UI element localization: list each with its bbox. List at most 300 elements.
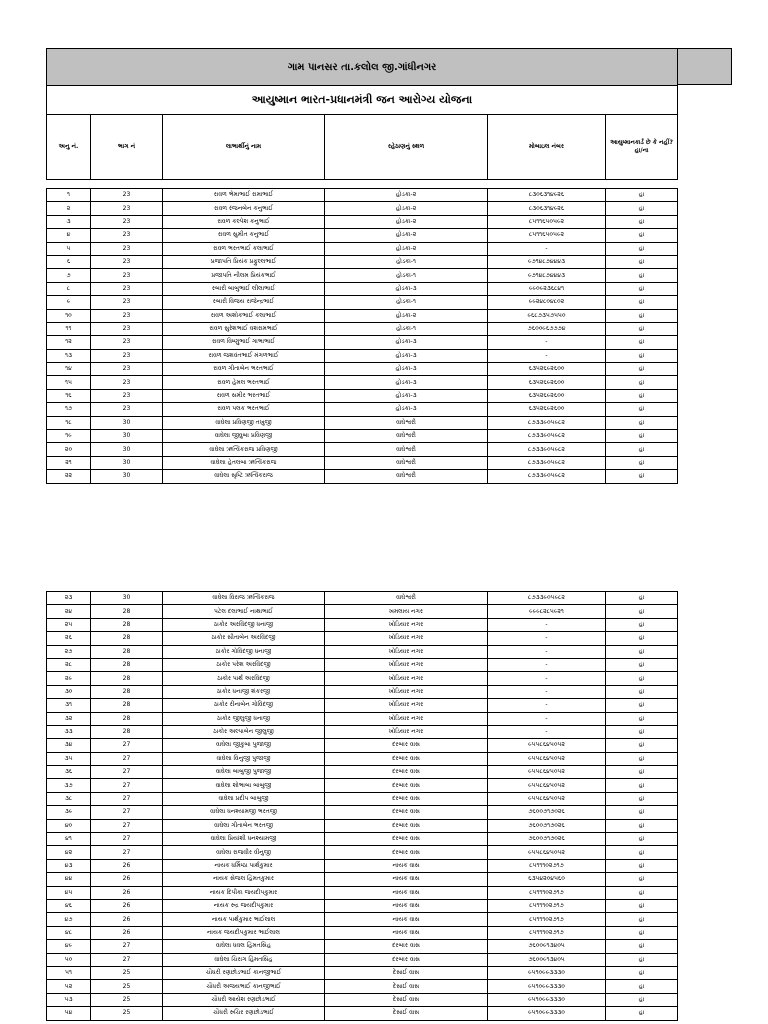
- card-status-cell: હા: [606, 766, 678, 779]
- card-status-cell: હા: [606, 363, 678, 376]
- mobile-cell: ૯૫૫૮૬૪૫૦૫૨: [488, 846, 606, 859]
- card-status-cell: હા: [606, 349, 678, 362]
- name-cell: વાઘેલા બાબુજી પુજાજી: [163, 766, 325, 779]
- part-number-cell: 26: [91, 926, 163, 939]
- part-number-cell: 28: [91, 712, 163, 725]
- residence-cell: હોડકા-૨: [325, 309, 488, 322]
- mobile-cell: -: [488, 632, 606, 645]
- name-cell: નાયક જયદીપકુમાર ભાઈલાલ: [163, 926, 325, 939]
- mobile-cell: ૮૩૦૬૩૧૪૯૨૬: [488, 202, 606, 215]
- residence-cell: ખોડિયાર નગર: [325, 685, 488, 698]
- card-status-cell: હા: [606, 712, 678, 725]
- table-row: [47, 322, 678, 335]
- mobile-cell: ૮૭૩૩૯૦૫૯૮૨: [488, 416, 606, 429]
- name-cell: વાઘેલા ધનશ્યામજી ભરતજી: [163, 806, 325, 819]
- part-number-cell: 23: [91, 215, 163, 228]
- mobile-cell: -: [488, 336, 606, 349]
- serial-cell: ૪૧: [47, 833, 91, 846]
- card-status-cell: હા: [606, 189, 678, 202]
- residence-cell: ખોડિયાર નગર: [325, 712, 488, 725]
- table-row: [47, 940, 678, 953]
- card-status-cell: હા: [606, 336, 678, 349]
- name-cell: રાવળ સુમીત કનુભાઈ: [163, 229, 325, 242]
- residence-cell: વાઘેશ્વરી: [325, 416, 488, 429]
- serial-cell: ૩૧: [47, 699, 91, 712]
- residence-cell: હોડકા-૩: [325, 376, 488, 389]
- mobile-cell: ૬૩૫૨૬૯૨૬૦૦: [488, 376, 606, 389]
- table-row: [47, 685, 678, 698]
- part-number-cell: 27: [91, 779, 163, 792]
- mobile-cell: ૭૬૦૦૯૬૭૭૭૪: [488, 322, 606, 335]
- card-status-cell: હા: [606, 699, 678, 712]
- header-mobile: મોબાઇલ નંબર: [488, 115, 606, 180]
- mobile-cell: ૮૭૩૩૯૦૫૯૮૨: [488, 456, 606, 469]
- mobile-cell: ૬૩૫૨૬૯૨૬૦૦: [488, 389, 606, 402]
- table-row: [47, 980, 678, 993]
- table-row: [47, 416, 678, 429]
- name-cell: પ્રજાપતિ નીલમ પ્રિયંકભાઈ: [163, 269, 325, 282]
- serial-cell: ૧૫: [47, 376, 91, 389]
- residence-cell: વાઘેશ્વરી: [325, 456, 488, 469]
- residence-cell: હોડકા-૨: [325, 215, 488, 228]
- name-cell: વાઘેલા રાજવીર વીનુજી: [163, 846, 325, 859]
- mobile-cell: ૭૬૦૦૯૧૩૪૦૫: [488, 940, 606, 953]
- name-cell: ચૌધરી રુચિર રણછોડભાઈ: [163, 1007, 325, 1020]
- mobile-cell: ૯૭૧૪૮૭૪૪૪૩: [488, 255, 606, 268]
- residence-cell: હોડકા-૧: [325, 296, 488, 309]
- residence-cell: નાયક વાસ: [325, 859, 488, 872]
- mobile-cell: ૮૫૧૧૧૦૨૭૧૭: [488, 913, 606, 926]
- table-row: [47, 282, 678, 295]
- part-number-cell: 28: [91, 618, 163, 631]
- part-number-cell: 23: [91, 363, 163, 376]
- serial-cell: ૩૪: [47, 739, 91, 752]
- serial-cell: ૨૫: [47, 618, 91, 631]
- card-status-cell: હા: [606, 953, 678, 966]
- card-status-cell: હા: [606, 819, 678, 832]
- mobile-cell: ૮૫૧૧૬૫૦૫૯૨: [488, 229, 606, 242]
- serial-cell: ૬: [47, 255, 91, 268]
- name-cell: ઠાકોર ધનાજી શંકરજી: [163, 685, 325, 698]
- residence-cell: દરબાર વાસ: [325, 739, 488, 752]
- part-number-cell: 30: [91, 592, 163, 605]
- name-cell: ચૌધરી અજયભાઈ કાનજીભાઈ: [163, 980, 325, 993]
- card-status-cell: હા: [606, 618, 678, 631]
- mobile-cell: -: [488, 699, 606, 712]
- table-row: [47, 913, 678, 926]
- name-cell: રાવળ જશવંતભાઈ મંગળભાઈ: [163, 349, 325, 362]
- card-status-cell: હા: [606, 980, 678, 993]
- residence-cell: નાયક વાસ: [325, 873, 488, 886]
- header-card-status: આયુષ્માનકાર્ડ છે કે નહીં? હા/ના: [606, 115, 678, 180]
- serial-cell: ૫૩: [47, 993, 91, 1006]
- serial-cell: ૪: [47, 229, 91, 242]
- name-cell: નાયક રુદ્ર જયદીપકુમાર: [163, 899, 325, 912]
- part-number-cell: 25: [91, 980, 163, 993]
- serial-cell: ૫૧: [47, 966, 91, 979]
- table-row: [47, 456, 678, 469]
- card-status-cell: હા: [606, 322, 678, 335]
- name-cell: રાવળ ગીતાબેન ભરતભાઈ: [163, 363, 325, 376]
- mobile-cell: -: [488, 645, 606, 658]
- mobile-cell: -: [488, 672, 606, 685]
- table-row: [47, 470, 678, 483]
- card-status-cell: હા: [606, 792, 678, 805]
- mobile-cell: ૬૩૫૨૬૯૨૬૦૦: [488, 363, 606, 376]
- mobile-cell: ૮૭૩૩૯૦૫૯૮૨: [488, 430, 606, 443]
- card-status-cell: હા: [606, 296, 678, 309]
- part-number-cell: 28: [91, 685, 163, 698]
- residence-cell: હોડકા-૩: [325, 363, 488, 376]
- table-row: [47, 242, 678, 255]
- table-body-1: [47, 189, 678, 484]
- serial-cell: ૪૦: [47, 819, 91, 832]
- name-cell: વાઘેલા જીવુબા પ્રવિણજી: [163, 430, 325, 443]
- name-cell: વાઘેલા ગીતાબેન ભરતજી: [163, 819, 325, 832]
- card-status-cell: હા: [606, 1007, 678, 1020]
- name-cell: વાઘેલા વિનુજી પુજાજી: [163, 752, 325, 765]
- name-cell: વાઘેલા સૃષ્ટિ ઋત્વિકરાજ: [163, 470, 325, 483]
- card-status-cell: હા: [606, 255, 678, 268]
- table-row: [47, 443, 678, 456]
- residence-cell: ખોડિયાર નગર: [325, 658, 488, 671]
- header-beneficiary-name: લાભાર્થીનું નામ: [163, 115, 325, 180]
- card-status-cell: હા: [606, 470, 678, 483]
- card-status-cell: હા: [606, 899, 678, 912]
- name-cell: રબારી બાબુભાઈ લીલાભાઈ: [163, 282, 325, 295]
- serial-cell: ૨૩: [47, 592, 91, 605]
- card-status-cell: હા: [606, 685, 678, 698]
- part-number-cell: 23: [91, 296, 163, 309]
- residence-cell: હોડકા-૨: [325, 202, 488, 215]
- serial-cell: ૪૪: [47, 873, 91, 886]
- part-number-cell: 28: [91, 699, 163, 712]
- mobile-cell: ૮૫૧૧૧૦૨૭૧૭: [488, 926, 606, 939]
- residence-cell: દરબાર વાસ: [325, 806, 488, 819]
- part-number-cell: 23: [91, 349, 163, 362]
- mobile-cell: ૯૫૧૦૯૯૩૩૩૦: [488, 980, 606, 993]
- table-row: [47, 430, 678, 443]
- table-row: [47, 846, 678, 859]
- serial-cell: ૧૪: [47, 363, 91, 376]
- table-row: [47, 363, 678, 376]
- card-status-cell: હા: [606, 443, 678, 456]
- serial-cell: ૩૦: [47, 685, 91, 698]
- residence-cell: હોડકા-૨: [325, 189, 488, 202]
- card-status-cell: હા: [606, 456, 678, 469]
- residence-cell: દરબાર વાસ: [325, 846, 488, 859]
- table-row: [47, 792, 678, 805]
- name-cell: વાઘેલા ઋત્વિકરાજ પ્રવિણજી: [163, 443, 325, 456]
- name-cell: વાઘેલા પ્રવિણજી તખુજી: [163, 416, 325, 429]
- mobile-cell: -: [488, 618, 606, 631]
- part-number-cell: 30: [91, 470, 163, 483]
- table-row: [47, 699, 678, 712]
- residence-cell: દરબાર વાસ: [325, 940, 488, 953]
- mobile-cell: ૯૫૧૦૯૯૩૩૩૦: [488, 1007, 606, 1020]
- name-cell: વાઘેલા ચિરાગ હિંમતસિંહ: [163, 953, 325, 966]
- table-row: [47, 899, 678, 912]
- mobile-cell: ૯૫૫૮૬૪૫૦૫૨: [488, 779, 606, 792]
- serial-cell: ૪૩: [47, 859, 91, 872]
- mobile-cell: -: [488, 658, 606, 671]
- part-number-cell: 30: [91, 416, 163, 429]
- table-row: [47, 645, 678, 658]
- name-cell: રબારી વિજય રાજેન્દ્રભાઈ: [163, 296, 325, 309]
- mobile-cell: ૯૯૦૯૨૩૬૮૪૧: [488, 282, 606, 295]
- name-cell: ઠાકોર પાર્થ અરવિંદજી: [163, 672, 325, 685]
- part-number-cell: 23: [91, 229, 163, 242]
- table-row: [47, 269, 678, 282]
- residence-cell: હોડકા-૩: [325, 282, 488, 295]
- serial-cell: ૨૧: [47, 456, 91, 469]
- table-row: [47, 779, 678, 792]
- mobile-cell: ૯૯૯૮૨૮૫૯૨૧: [488, 605, 606, 618]
- residence-cell: ખોડિયાર નગર: [325, 618, 488, 631]
- beneficiary-table-part-1: [46, 48, 678, 484]
- serial-cell: ૨૬: [47, 632, 91, 645]
- name-cell: વાઘેલા વિરાજ ઋત્વિકરાજ: [163, 592, 325, 605]
- name-cell: ઠાકોર અરવિંદજી ધનાજી: [163, 618, 325, 631]
- table-row: [47, 819, 678, 832]
- residence-cell: ખમલાય નગર: [325, 605, 488, 618]
- name-cell: ઠાકોર અલ્પાબેન જીલુજી: [163, 725, 325, 738]
- part-number-cell: 27: [91, 846, 163, 859]
- part-number-cell: 26: [91, 899, 163, 912]
- card-status-cell: હા: [606, 269, 678, 282]
- mobile-cell: ૭૬૦૦૭૧૭૦૨૬: [488, 806, 606, 819]
- header-serial: અનુ નં.: [47, 115, 91, 180]
- mobile-cell: ૭૬૦૦૯૧૩૪૦૫: [488, 953, 606, 966]
- table-row: [47, 376, 678, 389]
- serial-cell: ૪૬: [47, 899, 91, 912]
- serial-cell: ૪૮: [47, 926, 91, 939]
- beneficiary-table-part-2: [46, 591, 678, 1021]
- mobile-cell: ૮૭૩૩૯૦૫૯૮૨: [488, 592, 606, 605]
- card-status-cell: હા: [606, 725, 678, 738]
- serial-cell: ૧૦: [47, 309, 91, 322]
- table-row: [47, 806, 678, 819]
- name-cell: રાવળ સમીર ભરતભાઈ: [163, 389, 325, 402]
- serial-cell: ૩૭: [47, 779, 91, 792]
- table-row: [47, 309, 678, 322]
- table-row: [47, 886, 678, 899]
- part-number-cell: 27: [91, 953, 163, 966]
- name-cell: ચૌધરી રણછોડભાઈ કાનજીભાઈ: [163, 966, 325, 979]
- serial-cell: ૨૦: [47, 443, 91, 456]
- table-row: [47, 658, 678, 671]
- name-cell: રાવળ વિષ્ણુભાઈ ગાભાભાઈ: [163, 336, 325, 349]
- mobile-cell: ૮૫૧૧૧૦૨૭૧૭: [488, 886, 606, 899]
- card-status-cell: હા: [606, 215, 678, 228]
- part-number-cell: 23: [91, 336, 163, 349]
- residence-cell: દેસાઈ વાસ: [325, 966, 488, 979]
- part-number-cell: 28: [91, 725, 163, 738]
- part-number-cell: 30: [91, 430, 163, 443]
- serial-cell: ૫૪: [47, 1007, 91, 1020]
- residence-cell: હોડકા-૨: [325, 242, 488, 255]
- card-status-cell: હા: [606, 645, 678, 658]
- residence-cell: હોડકા-૧: [325, 255, 488, 268]
- part-number-cell: 23: [91, 255, 163, 268]
- card-status-cell: હા: [606, 833, 678, 846]
- serial-cell: ૧૩: [47, 349, 91, 362]
- residence-cell: દરબાર વાસ: [325, 819, 488, 832]
- table-row: [47, 1007, 678, 1020]
- table-row: [47, 349, 678, 362]
- name-cell: રાવળ ભેમાભાઈ રામાભાઈ: [163, 189, 325, 202]
- part-number-cell: 28: [91, 658, 163, 671]
- serial-cell: ૩૨: [47, 712, 91, 725]
- table-row: [47, 766, 678, 779]
- name-cell: ઠાકોર જીલુજી ધનાજી: [163, 712, 325, 725]
- card-status-cell: હા: [606, 403, 678, 416]
- table-row: [47, 215, 678, 228]
- part-number-cell: 27: [91, 792, 163, 805]
- serial-cell: ૨: [47, 202, 91, 215]
- mobile-cell: ૯૫૫૮૬૪૫૦૫૨: [488, 739, 606, 752]
- mobile-cell: ૬૩૫૨૬૯૨૬૦૦: [488, 403, 606, 416]
- name-cell: પ્રજાપતિ પ્રિયંક પ્રફુલ્લભાઈ: [163, 255, 325, 268]
- residence-cell: દરબાર વાસ: [325, 752, 488, 765]
- serial-cell: ૫૦: [47, 953, 91, 966]
- serial-cell: ૫: [47, 242, 91, 255]
- part-number-cell: 26: [91, 913, 163, 926]
- table-row: [47, 605, 678, 618]
- name-cell: વાઘેલા હેતલબા ઋત્વિકરાજ: [163, 456, 325, 469]
- table-row: [47, 255, 678, 268]
- part-number-cell: 23: [91, 189, 163, 202]
- mobile-cell: ૯૫૫૮૬૪૫૦૫૨: [488, 766, 606, 779]
- card-status-cell: હા: [606, 282, 678, 295]
- part-number-cell: 27: [91, 819, 163, 832]
- serial-cell: ૩૩: [47, 725, 91, 738]
- part-number-cell: 23: [91, 282, 163, 295]
- name-cell: રાવળ કલ્પેશ કનુભાઈ: [163, 215, 325, 228]
- serial-cell: ૫૨: [47, 980, 91, 993]
- mobile-cell: ૮૫૧૧૧૦૨૭૧૭: [488, 859, 606, 872]
- name-cell: રાવળ ભરતભાઈ કલાભાઈ: [163, 242, 325, 255]
- serial-cell: ૯: [47, 296, 91, 309]
- title-band-extension: [677, 48, 732, 85]
- residence-cell: વાઘેશ્વરી: [325, 592, 488, 605]
- residence-cell: ખોડિયાર નગર: [325, 699, 488, 712]
- table-row: [47, 966, 678, 979]
- name-cell: નાયક દિપીકા જયદીપકુમાર: [163, 886, 325, 899]
- part-number-cell: 23: [91, 269, 163, 282]
- card-status-cell: હા: [606, 739, 678, 752]
- card-status-cell: હા: [606, 416, 678, 429]
- table-row: [47, 336, 678, 349]
- serial-cell: ૩૬: [47, 766, 91, 779]
- header-row: [47, 115, 678, 180]
- residence-cell: નાયક વાસ: [325, 913, 488, 926]
- residence-cell: દરબાર વાસ: [325, 779, 488, 792]
- mobile-cell: ૯૫૫૮૬૪૫૦૫૨: [488, 792, 606, 805]
- serial-cell: ૩૯: [47, 806, 91, 819]
- mobile-cell: ૯૬૮૭૩૫૭૫૫૦: [488, 309, 606, 322]
- name-cell: ચૌધરી આયેશ રણછોડભાઈ: [163, 993, 325, 1006]
- residence-cell: ખોડિયાર નગર: [325, 672, 488, 685]
- serial-cell: ૨૯: [47, 672, 91, 685]
- serial-cell: ૭: [47, 269, 91, 282]
- name-cell: વાઘેલા ધવલ હિંમતસિંહ: [163, 940, 325, 953]
- mobile-cell: ૭૬૦૦૭૧૭૦૨૬: [488, 833, 606, 846]
- residence-cell: વાઘેશ્વરી: [325, 430, 488, 443]
- part-number-cell: 25: [91, 993, 163, 1006]
- residence-cell: હોડકા-૨: [325, 229, 488, 242]
- residence-cell: નાયક વાસ: [325, 886, 488, 899]
- table-row: [47, 189, 678, 202]
- card-status-cell: હા: [606, 242, 678, 255]
- part-number-cell: 27: [91, 752, 163, 765]
- name-cell: ઠાકોર સીતાબેન અરવિંદજી: [163, 632, 325, 645]
- part-number-cell: 27: [91, 940, 163, 953]
- card-status-cell: હા: [606, 202, 678, 215]
- table-row: [47, 739, 678, 752]
- card-status-cell: હા: [606, 752, 678, 765]
- card-status-cell: હા: [606, 859, 678, 872]
- part-number-cell: 30: [91, 443, 163, 456]
- card-status-cell: હા: [606, 993, 678, 1006]
- card-status-cell: હા: [606, 309, 678, 322]
- part-number-cell: 27: [91, 806, 163, 819]
- mobile-cell: ૯૫૧૦૯૯૩૩૩૦: [488, 966, 606, 979]
- card-status-cell: હા: [606, 376, 678, 389]
- part-number-cell: 30: [91, 456, 163, 469]
- mobile-cell: ૮૭૩૩૯૦૫૯૮૨: [488, 470, 606, 483]
- serial-cell: ૧૧: [47, 322, 91, 335]
- name-cell: વાઘેલા શોભાબા બાબુજી: [163, 779, 325, 792]
- scheme-title: આયુષ્માન ભારત-પ્રધાનમંત્રી જન આરોગ્ય યોજના: [47, 86, 678, 115]
- residence-cell: ખોડિયાર નગર: [325, 645, 488, 658]
- name-cell: નાયક ધર્મિષ્ઠા પાર્થકુમાર: [163, 859, 325, 872]
- name-cell: વાઘેલા પ્રિયાંશી ધનશ્યામજી: [163, 833, 325, 846]
- part-number-cell: 26: [91, 859, 163, 872]
- card-status-cell: હા: [606, 913, 678, 926]
- mobile-cell: ૯૭૧૪૮૭૪૪૪૩: [488, 269, 606, 282]
- residence-cell: ખોડિયાર નગર: [325, 632, 488, 645]
- mobile-cell: -: [488, 685, 606, 698]
- card-status-cell: હા: [606, 779, 678, 792]
- table-row: [47, 953, 678, 966]
- header-residence: રહેઠાણનું સ્થળ: [325, 115, 488, 180]
- residence-cell: દરબાર વાસ: [325, 766, 488, 779]
- serial-cell: ૨૭: [47, 645, 91, 658]
- mobile-cell: ૯૯૨૪૮૦૪૮૦૨: [488, 296, 606, 309]
- serial-cell: ૨૪: [47, 605, 91, 618]
- serial-cell: ૧૬: [47, 389, 91, 402]
- card-status-cell: હા: [606, 846, 678, 859]
- residence-cell: હોડકા-૩: [325, 336, 488, 349]
- name-cell: ઠાકોર પરેશ અરવિંદજી: [163, 658, 325, 671]
- table-row: [47, 618, 678, 631]
- name-cell: ઠાકોર ગોવિંદજી ધનાજી: [163, 645, 325, 658]
- serial-cell: ૮: [47, 282, 91, 295]
- table-row: [47, 229, 678, 242]
- residence-cell: નાયક વાસ: [325, 899, 488, 912]
- table-row: [47, 873, 678, 886]
- name-cell: પટેલ દલાભાઈ નાથાભાઈ: [163, 605, 325, 618]
- card-status-cell: હા: [606, 658, 678, 671]
- serial-cell: ૧૯: [47, 430, 91, 443]
- header-part-number: ભાગ નં: [91, 115, 163, 180]
- mobile-cell: ૮૫૧૧૧૦૨૭૧૭: [488, 899, 606, 912]
- part-number-cell: 28: [91, 632, 163, 645]
- part-number-cell: 23: [91, 389, 163, 402]
- name-cell: રાવળ અશોકભાઈ કલાભાઈ: [163, 309, 325, 322]
- table-row: [47, 632, 678, 645]
